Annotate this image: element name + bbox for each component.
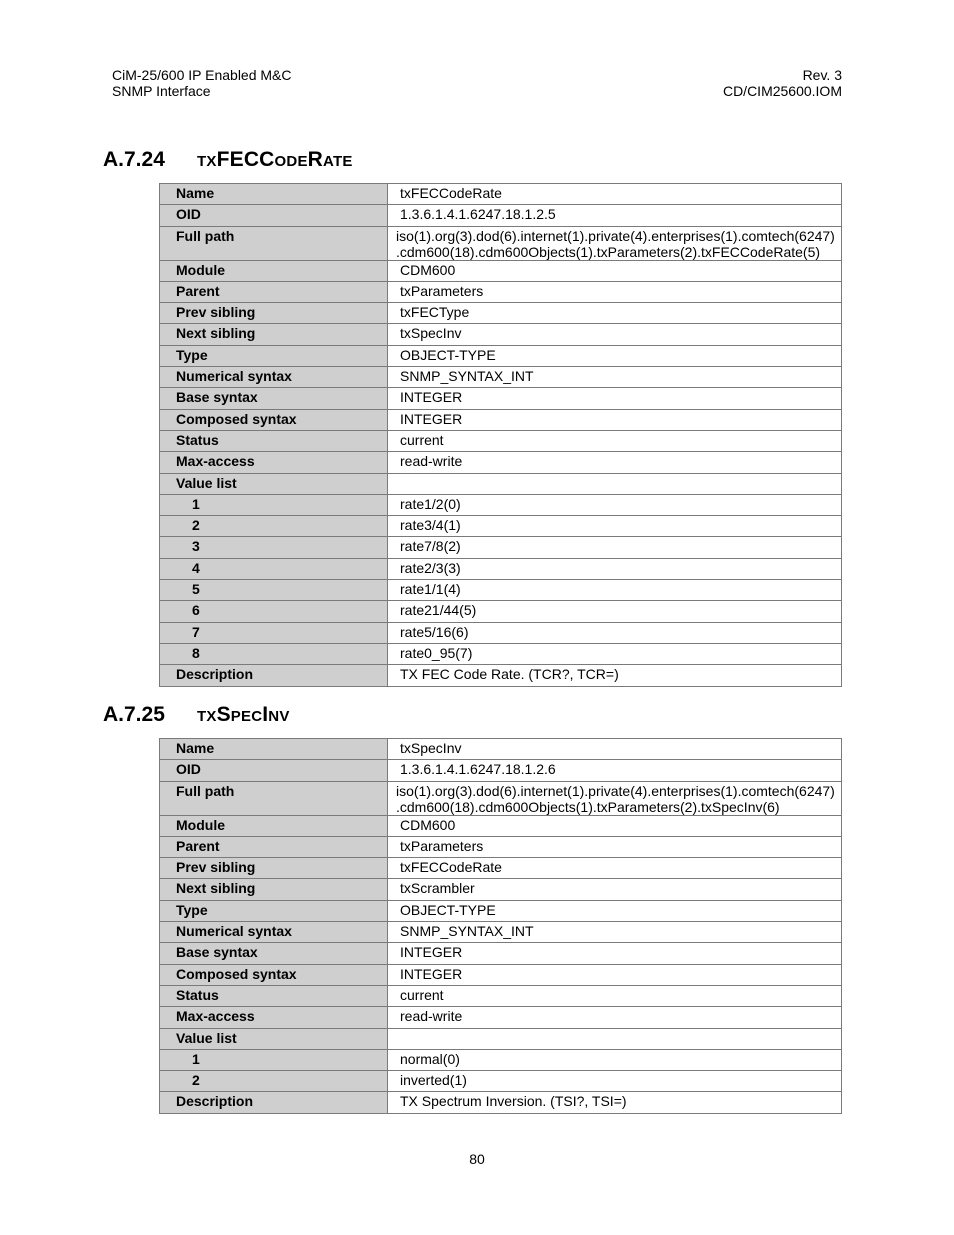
- row-key: Max-access: [160, 452, 388, 473]
- table-row: [160, 781, 842, 815]
- row-key: Base syntax: [160, 943, 388, 964]
- table-row: [160, 665, 842, 686]
- row-key: Composed syntax: [160, 409, 388, 430]
- row-value-line: .cdm600(18).cdm600Objects(1).txParameters(2).txSpecInv(6): [396, 798, 780, 815]
- row-key: Value list: [160, 473, 388, 494]
- table-row: [160, 345, 842, 366]
- table-row: [160, 184, 842, 205]
- title-part: TX: [197, 153, 217, 170]
- table-row: [160, 205, 842, 226]
- title-part: ATE: [323, 153, 353, 170]
- table-row: [160, 580, 842, 601]
- row-value: txSpecInv: [388, 324, 842, 345]
- row-value: rate21/44(5): [388, 601, 842, 622]
- table-row: [160, 409, 842, 430]
- row-value: rate2/3(3): [388, 558, 842, 579]
- table-row: [160, 303, 842, 324]
- table-row: [160, 760, 842, 781]
- row-value: txSpecInv: [388, 739, 842, 760]
- title-part: ODE: [274, 153, 308, 170]
- table-row: [160, 943, 842, 964]
- table-row: [160, 922, 842, 943]
- row-value: INTEGER: [388, 943, 842, 964]
- row-key: Module: [160, 815, 388, 836]
- row-key: Description: [160, 1092, 388, 1113]
- page-number: 80: [469, 1151, 485, 1167]
- row-value: [388, 781, 842, 815]
- row-key: Name: [160, 739, 388, 760]
- row-value: txFECCodeRate: [388, 858, 842, 879]
- row-key: Parent: [160, 281, 388, 302]
- row-value: current: [388, 985, 842, 1006]
- table-row: [160, 494, 842, 515]
- title-part: S: [216, 703, 231, 726]
- section-title: [197, 148, 353, 172]
- row-value-line: .cdm600(18).cdm600Objects(1).txParameters(2).txFECCodeRate(5): [396, 243, 821, 260]
- row-key: Numerical syntax: [160, 367, 388, 388]
- table-row: [160, 858, 842, 879]
- table-row: [160, 836, 842, 857]
- row-value: TX Spectrum Inversion. (TSI?, TSI=): [388, 1092, 842, 1113]
- row-value: OBJECT-TYPE: [388, 345, 842, 366]
- row-key: Base syntax: [160, 388, 388, 409]
- row-value: OBJECT-TYPE: [388, 900, 842, 921]
- row-key: Prev sibling: [160, 303, 388, 324]
- row-key: Module: [160, 260, 388, 281]
- table-row: [160, 558, 842, 579]
- running-header-right: [723, 67, 842, 99]
- row-value: INTEGER: [388, 964, 842, 985]
- title-part: R: [307, 148, 324, 171]
- row-value: [388, 226, 842, 260]
- row-key: 1: [160, 494, 388, 515]
- row-key: 2: [160, 516, 388, 537]
- mib-object-table-txfeccoderate: [159, 183, 842, 687]
- row-key: 2: [160, 1071, 388, 1092]
- row-key: OID: [160, 760, 388, 781]
- table-row: [160, 260, 842, 281]
- section-number: A.7.25: [103, 703, 165, 726]
- row-value: SNMP_SYNTAX_INT: [388, 922, 842, 943]
- row-value: rate0_95(7): [388, 643, 842, 664]
- row-key: Status: [160, 430, 388, 451]
- section-heading-txspecinv: [103, 703, 290, 727]
- row-key: 5: [160, 580, 388, 601]
- row-value: INTEGER: [388, 409, 842, 430]
- section-number: A.7.24: [103, 148, 165, 171]
- row-key: 4: [160, 558, 388, 579]
- row-value-line: iso(1).org(3).dod(6).internet(1).private(4).enterprises(1).comtech(6247): [396, 227, 835, 244]
- row-key: 6: [160, 601, 388, 622]
- table-row: [160, 452, 842, 473]
- row-key: Status: [160, 985, 388, 1006]
- row-key: 1: [160, 1049, 388, 1070]
- table-row: [160, 516, 842, 537]
- row-value: [388, 1028, 842, 1049]
- table-row: [160, 226, 842, 260]
- table-row: [160, 324, 842, 345]
- row-value: txFECCodeRate: [388, 184, 842, 205]
- header-product: CiM-25/600 IP Enabled M&C: [112, 67, 292, 83]
- title-part: FECC: [216, 148, 275, 171]
- row-key: Next sibling: [160, 324, 388, 345]
- row-key: 8: [160, 643, 388, 664]
- row-value: rate7/8(2): [388, 537, 842, 558]
- table-row: [160, 430, 842, 451]
- row-value: 1.3.6.1.4.1.6247.18.1.2.6: [388, 760, 842, 781]
- table-row: [160, 1049, 842, 1070]
- mib-object-table-txspecinv: [159, 738, 842, 1114]
- row-key: Parent: [160, 836, 388, 857]
- table-row: [160, 739, 842, 760]
- row-key: Type: [160, 900, 388, 921]
- header-subject: SNMP Interface: [112, 83, 211, 99]
- row-value: current: [388, 430, 842, 451]
- table-row: [160, 815, 842, 836]
- row-value: txParameters: [388, 836, 842, 857]
- row-key: Numerical syntax: [160, 922, 388, 943]
- row-value: CDM600: [388, 260, 842, 281]
- row-key: Full path: [160, 226, 388, 260]
- header-doc-id: CD/CIM25600.IOM: [722, 83, 842, 99]
- row-key: Max-access: [160, 1007, 388, 1028]
- title-part: TX: [197, 708, 217, 725]
- row-key: 7: [160, 622, 388, 643]
- row-key: Composed syntax: [160, 964, 388, 985]
- table-row: [160, 622, 842, 643]
- section-heading-txfeccoderate: [103, 148, 353, 172]
- table-row: [160, 281, 842, 302]
- row-value: txScrambler: [388, 879, 842, 900]
- header-revision: Rev. 3: [802, 67, 842, 83]
- table-row: [160, 367, 842, 388]
- table-row: [160, 1028, 842, 1049]
- row-value: 1.3.6.1.4.1.6247.18.1.2.5: [388, 205, 842, 226]
- row-key: Description: [160, 665, 388, 686]
- row-value: rate3/4(1): [388, 516, 842, 537]
- table-row: [160, 643, 842, 664]
- table-row: [160, 879, 842, 900]
- table-row: [160, 900, 842, 921]
- row-value: [388, 473, 842, 494]
- table-row: [160, 601, 842, 622]
- row-value: rate5/16(6): [388, 622, 842, 643]
- table-row: [160, 537, 842, 558]
- row-value: SNMP_SYNTAX_INT: [388, 367, 842, 388]
- title-part: PEC: [230, 708, 263, 725]
- table-row: [160, 1007, 842, 1028]
- row-value: TX FEC Code Rate. (TCR?, TCR=): [388, 665, 842, 686]
- running-header-left: [112, 67, 292, 99]
- row-value: inverted(1): [388, 1071, 842, 1092]
- row-value-line: iso(1).org(3).dod(6).internet(1).private(4).enterprises(1).comtech(6247): [396, 782, 835, 799]
- row-key: Type: [160, 345, 388, 366]
- row-value: read-write: [388, 452, 842, 473]
- table-row: [160, 388, 842, 409]
- table-row: [160, 1092, 842, 1113]
- row-key: Name: [160, 184, 388, 205]
- row-value: rate1/2(0): [388, 494, 842, 515]
- table-row: [160, 1071, 842, 1092]
- table-row: [160, 473, 842, 494]
- row-key: Full path: [160, 781, 388, 815]
- row-key: 3: [160, 537, 388, 558]
- row-key: Prev sibling: [160, 858, 388, 879]
- row-key: OID: [160, 205, 388, 226]
- table-row: [160, 985, 842, 1006]
- title-part: NV: [268, 708, 290, 725]
- row-key: Next sibling: [160, 879, 388, 900]
- row-value: read-write: [388, 1007, 842, 1028]
- row-value: txParameters: [388, 281, 842, 302]
- row-value: rate1/1(4): [388, 580, 842, 601]
- row-value: txFECType: [388, 303, 842, 324]
- section-title: [197, 703, 290, 727]
- title-part: I: [262, 703, 269, 726]
- table-row: [160, 964, 842, 985]
- row-key: Value list: [160, 1028, 388, 1049]
- row-value: normal(0): [388, 1049, 842, 1070]
- row-value: INTEGER: [388, 388, 842, 409]
- row-value: CDM600: [388, 815, 842, 836]
